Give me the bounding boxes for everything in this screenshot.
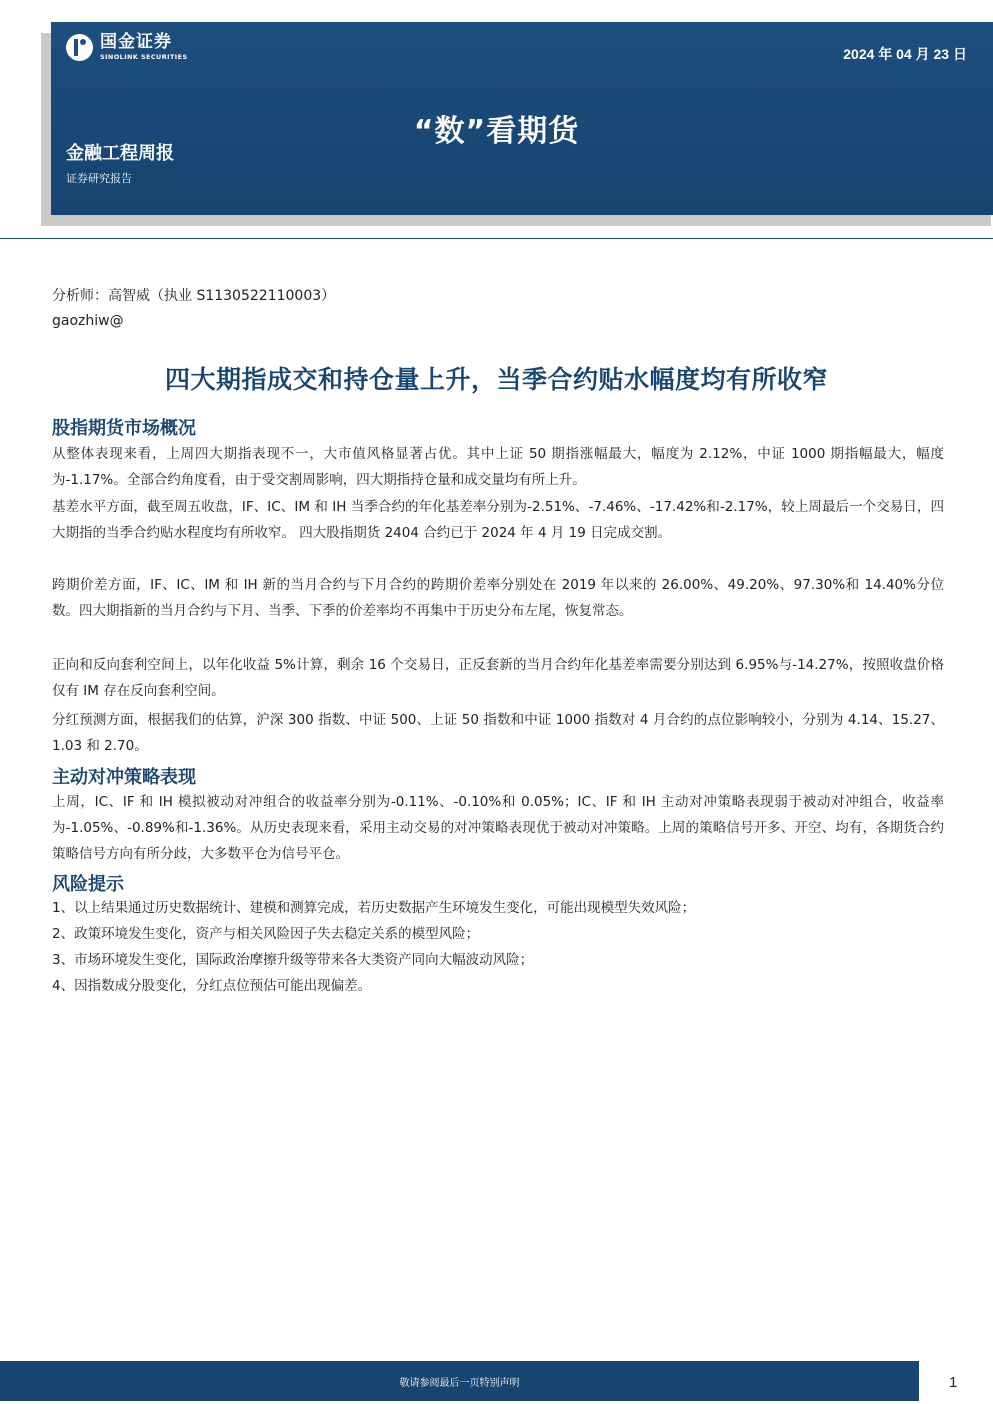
- footer-disclaimer-note: 敬请参阅最后一页特别声明: [399, 1378, 520, 1389]
- company-logo: [66, 34, 188, 61]
- logo-mark-icon: [66, 34, 93, 61]
- section-title-market-overview: 股指期货市场概况: [52, 418, 196, 439]
- paragraph: 分红预测方面，根据我们的估算，沪深 300 指数、中证 500、上证 50 指数和中证 1000 指数对 4 月合约的点位影响较小，分别为 4.14、15.27、1.03 和 2.70。: [52, 712, 944, 754]
- report-title: “数”看期货: [413, 114, 580, 149]
- analyst-email[interactable]: gaozhiw@: [52, 313, 124, 329]
- logo-name-cn: 国金证券: [100, 32, 172, 53]
- paragraph: 跨期价差方面，IF、IC、IM 和 IH 新的当月合约与下月合约的跨期价差率分别处在 2019 年以来的 26.00%、49.20%、97.30%和 14.40%分位数。四大期指新的当月合约与下月、当季、下季的价差率均不再集中于历史分布左尾，恢复常态。: [52, 577, 944, 619]
- risk-item: 2、政策环境发生变化，资产与相关风险因子失去稳定关系的模型风险；: [52, 926, 480, 942]
- report-date: 2024 年 04 月 23 日: [843, 46, 967, 62]
- paragraph: 从整体表现来看，上周四大期指表现不一，大市值风格显著占优。其中上证 50 期指涨幅最大，幅度为 2.12%，中证 1000 期指幅最大，幅度为-1.17%。全部合约角度看，由于受交割周影响，四大期指持仓量和成交量均有所上升。: [52, 446, 944, 488]
- section-title-hedging-strategy: 主动对冲策略表现: [52, 767, 196, 788]
- risk-item: 4、因指数成分股变化，分红点位预估可能出现偏差。: [52, 978, 372, 994]
- report-type: 证券研究报告: [66, 172, 132, 185]
- report-headline: 四大期指成交和持仓量上升，当季合约贴水幅度均有所收窄: [164, 365, 828, 394]
- paragraph: 基差水平方面，截至周五收盘，IF、IC、IM 和 IH 当季合约的年化基差率分别为-2.51%、-7.46%、-17.42%和-2.17%，较上周最后一个交易日，四大期指的当季合约贴水程度均有所收窄。 四大股指期货 2404 合约已于 2024 年 4 月 19 日完成交割。: [52, 499, 944, 541]
- logo-name-en: SINOLINK SECURITIES: [100, 53, 188, 62]
- paragraph: 上周，IC、IF 和 IH 模拟被动对冲组合的收益率分别为-0.11%、-0.10%和 0.05%；IC、IF 和 IH 主动对冲策略表现弱于被动对冲组合，收益率为-1.05%、-0.89%和-1.36%。从历史表现来看，采用主动交易的对冲策略表现优于被动对冲策略。上周的策略信号开多、开空、均有，各期货合约策略信号方向有所分歧，大多数平仓为信号平仓。: [52, 794, 944, 862]
- report-series: 金融工程周报: [66, 143, 174, 164]
- page-number: 1: [949, 1374, 958, 1391]
- header-divider: [0, 238, 993, 239]
- analyst-info: 分析师：高智威（执业 S1130522110003）: [52, 288, 336, 304]
- risk-item: 1、以上结果通过历史数据统计、建模和测算完成，若历史数据产生环境发生变化，可能出现模型失效风险；: [52, 900, 696, 916]
- logo-text: [100, 34, 188, 61]
- risk-item: 3、市场环境发生变化，国际政治摩擦升级等带来各大类资产同向大幅波动风险；: [52, 952, 534, 968]
- paragraph: 正向和反向套利空间上，以年化收益 5%计算，剩余 16 个交易日，正反套新的当月合约年化基差率需要分别达到 6.95%与-14.27%，按照收盘价格仅有 IM 存在反向套利空间。: [52, 657, 944, 699]
- section-title-risk-warning: 风险提示: [52, 874, 124, 895]
